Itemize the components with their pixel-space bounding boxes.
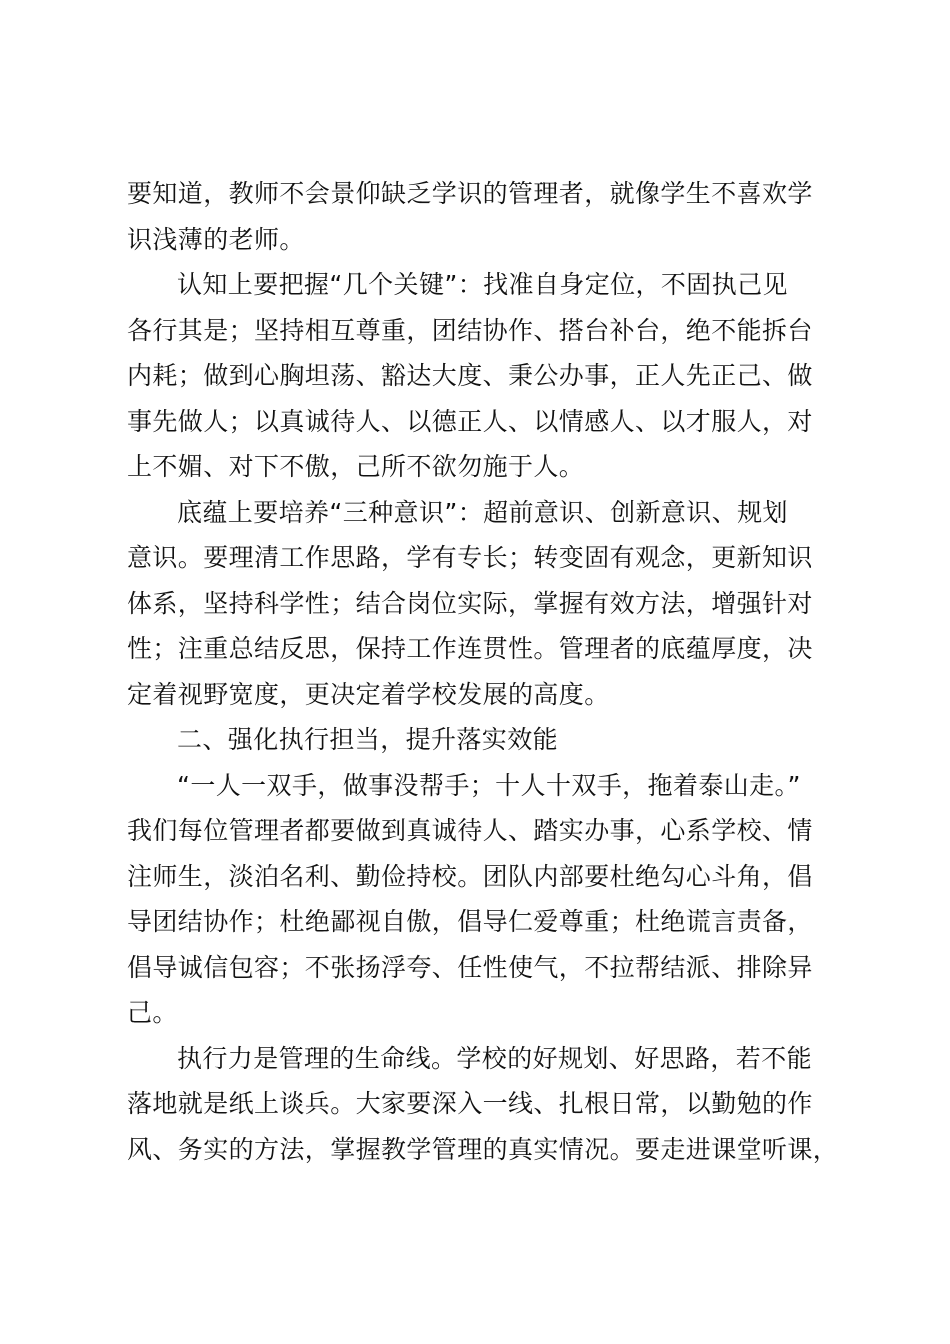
text-line: 落地就是纸上谈兵。大家要深入一线、扎根日常，以勤勉的作 [127, 1089, 813, 1118]
text-line: 性；注重总结反思，保持工作连贯性。管理者的底蕴厚度，决 [127, 634, 813, 663]
section-heading [127, 717, 847, 763]
text-line: 倡导诚信包容；不张扬浮夸、任性使气，不拉帮结派、排除异 [127, 952, 813, 982]
text-line: 认知上要把握“几个关键”：找准自身定位，不固执己见 [177, 270, 788, 299]
text-line: 内耗；做到心胸坦荡、豁达大度、秉公办事，正人先正己、做 [127, 361, 813, 390]
text-line: 己。 [127, 998, 178, 1027]
text-line: 上不媚、对下不傲，己所不欲勿施于人。 [127, 452, 585, 481]
text-line: 执行力是管理的生命线。学校的好规划、好思路，若不能 [177, 1043, 813, 1073]
text-line: 导团结协作；杜绝鄙视自傲，倡导仁爱尊重；杜绝谎言责备， [127, 907, 813, 936]
text-line: “一人一双手，做事没帮手；十人十双手，拖着泰山走。” [177, 770, 801, 800]
paragraph-5 [127, 1036, 847, 1173]
text-line: 识浅薄的老师。 [127, 224, 305, 254]
text-line: 要知道，教师不会景仰缺乏学识的管理者，就像学生不喜欢学 [127, 179, 813, 208]
text-line: 事先做人；以真诚待人、以德正人、以情感人、以才服人，对 [127, 406, 813, 436]
text-line: 意识。要理清工作思路，学有专长；转变固有观念，更新知识 [127, 543, 813, 572]
text-line: 注师生，淡泊名利、勤俭持校。团队内部要杜绝勾心斗角，倡 [127, 861, 813, 891]
paragraph-1 [127, 171, 847, 262]
heading-line: 二、强化执行担当，提升落实效能 [177, 725, 559, 754]
text-line: 定着视野宽度，更决定着学校发展的高度。 [127, 679, 610, 709]
paragraph-2 [127, 262, 847, 490]
text-line: 各行其是；坚持相互尊重，团结协作、搭台补台，绝不能拆台 [127, 315, 813, 345]
text-line: 风、务实的方法，掌握教学管理的真实情况。要走进课堂听课， [127, 1134, 839, 1164]
paragraph-4 [127, 763, 847, 1036]
text-line: 体系，坚持科学性；结合岗位实际，掌握有效方法，增强针对 [127, 588, 813, 618]
paragraph-3 [127, 490, 847, 718]
text-line: 底蕴上要培养“三种意识”：超前意识、创新意识、规划 [177, 497, 788, 527]
document-body [127, 171, 847, 1172]
text-line: 我们每位管理者都要做到真诚待人、踏实办事，心系学校、情 [127, 816, 813, 845]
